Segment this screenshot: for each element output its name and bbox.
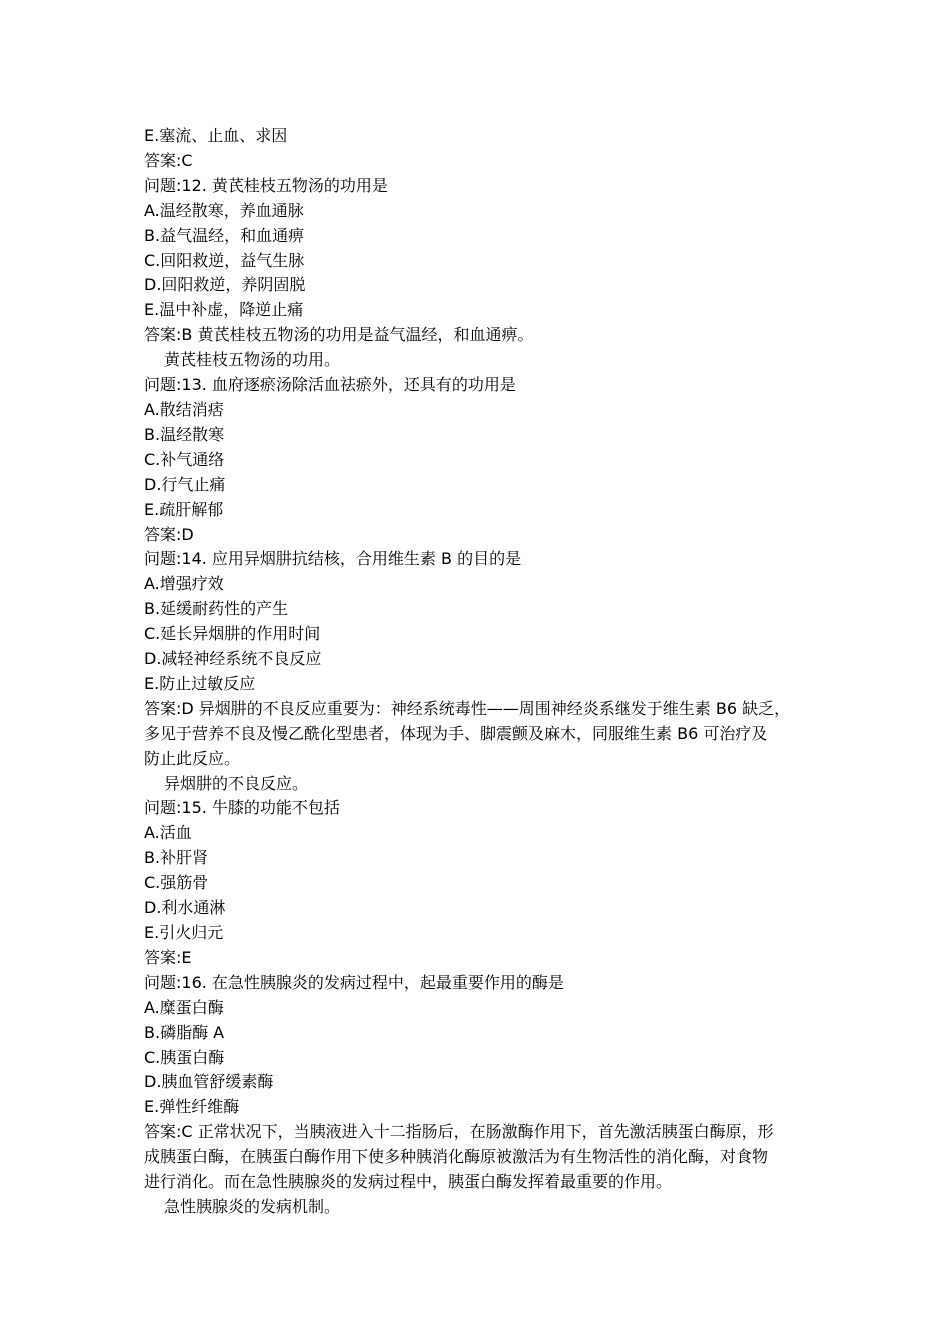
- answer-continuation-line: 防止此反应。: [144, 748, 241, 768]
- answer-continuation-line: 成胰蛋白酶，在胰蛋白酶作用下使多种胰消化酶原被激活为有生物活性的消化酶，对食物: [144, 1147, 769, 1167]
- question-line: 问题:16. 在急性胰腺炎的发病过程中，起最重要作用的酶是: [144, 972, 564, 992]
- option-line: C.回阳救逆，益气生脉: [144, 250, 305, 270]
- option-line: D.胰血管舒缓素酶: [144, 1072, 274, 1092]
- option-line: B.温经散寒: [144, 424, 225, 444]
- note-line: 异烟肼的不良反应。: [164, 773, 309, 793]
- option-line: E.塞流、止血、求因: [144, 126, 288, 145]
- option-line: A.温经散寒，养血通脉: [144, 200, 304, 220]
- option-line: B.磷脂酶 A: [144, 1022, 225, 1042]
- option-line: E.弹性纤维酶: [144, 1097, 240, 1117]
- answer-line: 答案:B 黄芪桂枝五物汤的功用是益气温经，和血通痹。: [144, 325, 534, 345]
- option-line: E.防止过敏反应: [144, 673, 256, 693]
- option-line: A.活血: [144, 823, 192, 843]
- option-line: C.胰蛋白酶: [144, 1047, 225, 1067]
- option-line: D.回阳救逆，养阴固脱: [144, 275, 306, 295]
- question-line: 问题:15. 牛膝的功能不包括: [144, 798, 340, 818]
- option-line: E.温中补虚，降逆止痛: [144, 300, 304, 320]
- question-line: 问题:12. 黄芪桂枝五物汤的功用是: [144, 175, 388, 195]
- answer-line: 答案:D 异烟肼的不良反应重要为：神经系统毒性——周围神经炎系继发于维生素 B6 缺乏，: [144, 698, 791, 718]
- answer-line: 答案:C: [144, 150, 193, 170]
- option-line: C.延长异烟肼的作用时间: [144, 624, 321, 644]
- option-line: E.引火归元: [144, 923, 224, 942]
- answer-line: 答案:E: [144, 947, 192, 967]
- question-line: 问题:14. 应用异烟肼抗结核，合用维生素 B 的目的是: [144, 549, 522, 569]
- option-line: C.补气通络: [144, 449, 225, 469]
- option-line: D.行气止痛: [144, 474, 226, 494]
- option-line: A.增强疗效: [144, 574, 224, 594]
- option-line: A.糜蛋白酶: [144, 997, 224, 1017]
- document-page: [144, 124, 824, 1220]
- option-line: D.利水通淋: [144, 898, 226, 918]
- option-line: B.补肝肾: [144, 848, 209, 868]
- answer-line: 答案:D: [144, 524, 194, 544]
- answer-line: 答案:C 正常状况下，当胰液进入十二指肠后，在肠激酶作用下，首先激活胰蛋白酶原，形: [144, 1122, 774, 1142]
- answer-continuation-line: 多见于营养不良及慢乙酰化型患者，体现为手、脚震颤及麻木，同服维生素 B6 可治疗及: [144, 723, 768, 743]
- note-line: 黄芪桂枝五物汤的功用。: [164, 350, 341, 370]
- option-line: A.散结消痞: [144, 399, 224, 419]
- answer-continuation-line: 进行消化。而在急性胰腺炎的发病过程中，胰蛋白酶发挥着最重要的作用。: [144, 1172, 673, 1192]
- option-line: C.强筋骨: [144, 873, 209, 893]
- question-line: 问题:13. 血府逐瘀汤除活血祛瘀外，还具有的功用是: [144, 375, 516, 395]
- note-line: 急性胰腺炎的发病机制。: [164, 1196, 341, 1216]
- option-line: B.益气温经，和血通痹: [144, 225, 305, 245]
- option-line: D.减轻神经系统不良反应: [144, 649, 322, 669]
- option-line: E.疏肝解郁: [144, 499, 224, 519]
- option-line: B.延缓耐药性的产生: [144, 599, 289, 619]
